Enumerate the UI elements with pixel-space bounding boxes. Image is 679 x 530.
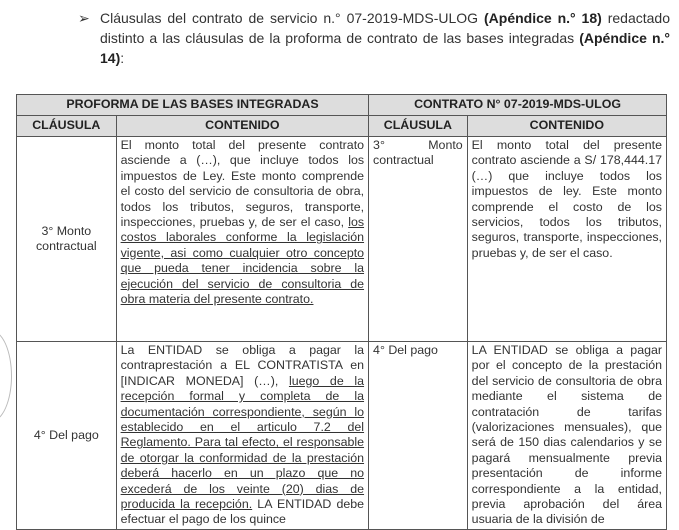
column-header: CONTENIDO	[467, 116, 666, 137]
appendix-ref: (Apéndice n.° 14)	[100, 30, 671, 66]
proforma-content	[116, 342, 368, 530]
column-header: CONTENIDO	[116, 116, 368, 137]
contract-clause: 4° Del pago	[369, 342, 468, 530]
appendix-ref: (Apéndice n.° 18)	[484, 10, 602, 26]
table-row	[17, 137, 667, 342]
bullet-arrow-icon: ➢	[78, 10, 90, 26]
proforma-content	[116, 137, 368, 342]
intro-text: Cláusulas del contrato de servicio n.° 07-2019-MDS-ULOG	[100, 10, 484, 26]
underlined-text: luego de la recepción formal y completa de la documentación correspondiente, según lo establecido en el articulo 7.2 del Reglamento. Para tal efecto, el responsable de otorgar la conformidad de la prestación deberá hacerlo en un plazo que no excederá de los veinte (20) dias de producida la recepción.	[120, 373, 365, 512]
underlined-text: los costos laborales conforme la legislación vigente, asi como cualquier otro concepto que pueda tener incidencia sobre la ejecución del servicio de consultoria de obra materia del presente contrato.	[120, 215, 365, 307]
group-header: PROFORMA DE LAS BASES INTEGRADAS	[17, 95, 369, 116]
column-header: CLÁUSULA	[369, 116, 468, 137]
contract-content: El monto total del presente contrato asciende a S/ 178,444.17 (…) que incluye todos los impuestos de ley. Este monto comprende el costo de los servicios, todos los tributos, seguros, transporte, inspecciones, pruebas y, de ser el caso.	[467, 137, 666, 342]
text-segment: El monto total del presente contrato asciende a (…), que incluye todos los impuestos de Ley. Este monto comprende el costo del servicio de consultoria de obra, todos los tributos, seguros, transporte, inspecciones, pruebas y, de ser el caso,	[120, 138, 365, 230]
intro-paragraph	[78, 8, 670, 68]
table-row	[17, 342, 667, 530]
proforma-clause: 3° Monto contractual	[17, 137, 117, 342]
intro-text: :	[120, 50, 125, 66]
text-segment: La ENTIDAD se obliga a pagar la contraprestación a EL CONTRATISTA en [INDICAR MONEDA] (…),	[120, 343, 365, 388]
contract-clause: 3° Monto contractual	[369, 137, 468, 342]
comparison-table	[16, 94, 667, 530]
group-header: CONTRATO N° 07-2019-MDS-ULOG	[369, 95, 667, 116]
intro-text: redactado distinto a las cláusulas de la proforma de contrato de las bases integradas	[100, 10, 670, 46]
column-header: CLÁUSULA	[17, 116, 117, 137]
stamp-seal	[0, 330, 12, 422]
proforma-clause: 4° Del pago	[17, 342, 117, 530]
contract-content: LA ENTIDAD se obliga a pagar por el concepto de la prestación del servicio de consultoria de obra mediante el sistema de contratación de tarifas (valorizaciones mensuales), que será de 150 dias calendarios y se pagará mensualmente previa presentación de informe correspondiente a la entidad, previa aprobación del área usuaria de la división de	[467, 342, 666, 530]
group-header-row	[17, 95, 667, 116]
text-segment: LA ENTIDAD debe efectuar el pago de los quince	[120, 497, 365, 527]
column-header-row	[17, 116, 667, 137]
